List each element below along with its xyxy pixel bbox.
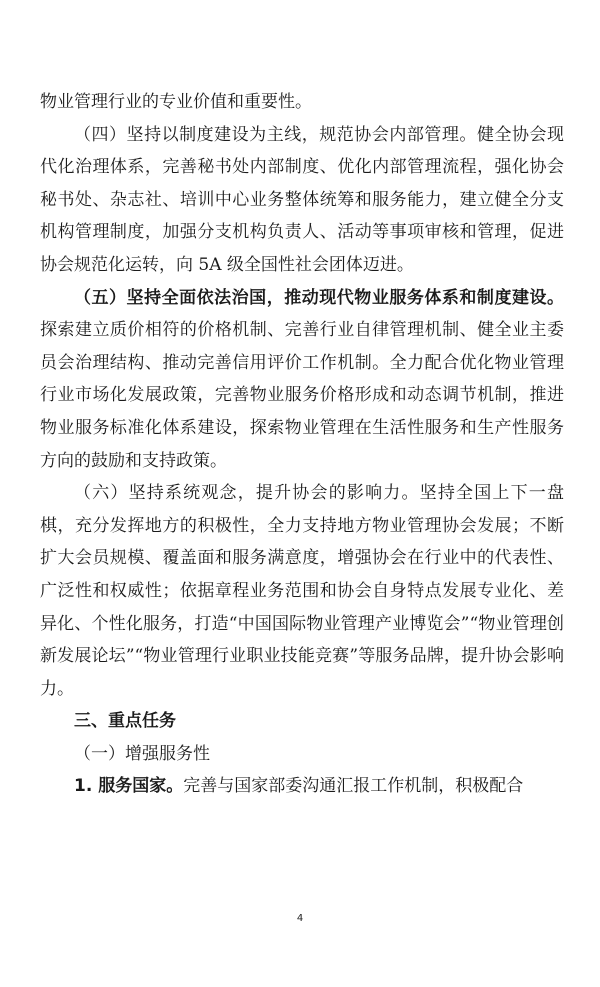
paragraph-section-six bbox=[40, 477, 564, 705]
heading-key-tasks bbox=[40, 705, 564, 738]
paragraph-body: 完善与国家部委沟通汇报工作机制，积极配合 bbox=[183, 776, 524, 797]
paragraph-serve-nation bbox=[40, 770, 564, 803]
text-column bbox=[40, 86, 564, 803]
paragraph-body: 物业管理行业的专业价值和重要性。 bbox=[40, 92, 312, 112]
paragraph-section-four bbox=[40, 119, 564, 282]
paragraph-continuation bbox=[40, 86, 564, 119]
subheading-text: （一）增强服务性 bbox=[74, 743, 210, 764]
paragraph-body: 探索建立质价相符的价格机制、完善行业自律管理机制、健全业主委员会治理结构、推动完善信用评价工作机制。全力配合优化物业管理行业市场化发展政策，完善物业服务价格形成和动态调节机制，推进物业服务标准化体系建设，探索物业管理在生活性服务和生产性服务方向的鼓励和支持政策。 bbox=[40, 320, 564, 471]
page-number: 4 bbox=[296, 913, 304, 924]
paragraph-section-five bbox=[40, 282, 564, 478]
paragraph-lead: （四）坚持以制度建设为主线，规范协会内部管理。 bbox=[74, 124, 477, 145]
paragraph-body: 健全协会现代化治理体系，完善秘书处内部制度、优化内部管理流程，强化协会秘书处、杂志社、培训中心业务整体统筹和服务能力，建立健全分支机构管理制度，加强分支机构负责人、活动等事项审核和管理，促进协会规范化运转，向 5A 级全国性社会团体迈进。 bbox=[40, 124, 565, 275]
subheading-enhance-service bbox=[40, 738, 564, 771]
heading-text: 三、重点任务 bbox=[74, 711, 176, 732]
paragraph-lead: （六）坚持系统观念，提升协会的影响力。 bbox=[74, 483, 420, 504]
paragraph-lead: （五）坚持全面依法治国，推动现代物业服务体系和制度建设。 bbox=[74, 287, 564, 308]
paragraph-body: 坚持全国上下一盘棋，充分发挥地方的积极性，全力支持地方物业管理协会发展；不断扩大会员规模、覆盖面和服务满意度，增强协会在行业中的代表性、广泛性和权威性；依据章程业务范围和协会自身特点发展专业化、差异化、个性化服务，打造“中国国际物业管理产业博览会”“物业管理创新发展论坛”“物业管理行业职业技能竞赛”等服务品牌，提升协会影响力。 bbox=[40, 483, 565, 699]
paragraph-lead: 1. 服务国家。 bbox=[74, 776, 184, 797]
